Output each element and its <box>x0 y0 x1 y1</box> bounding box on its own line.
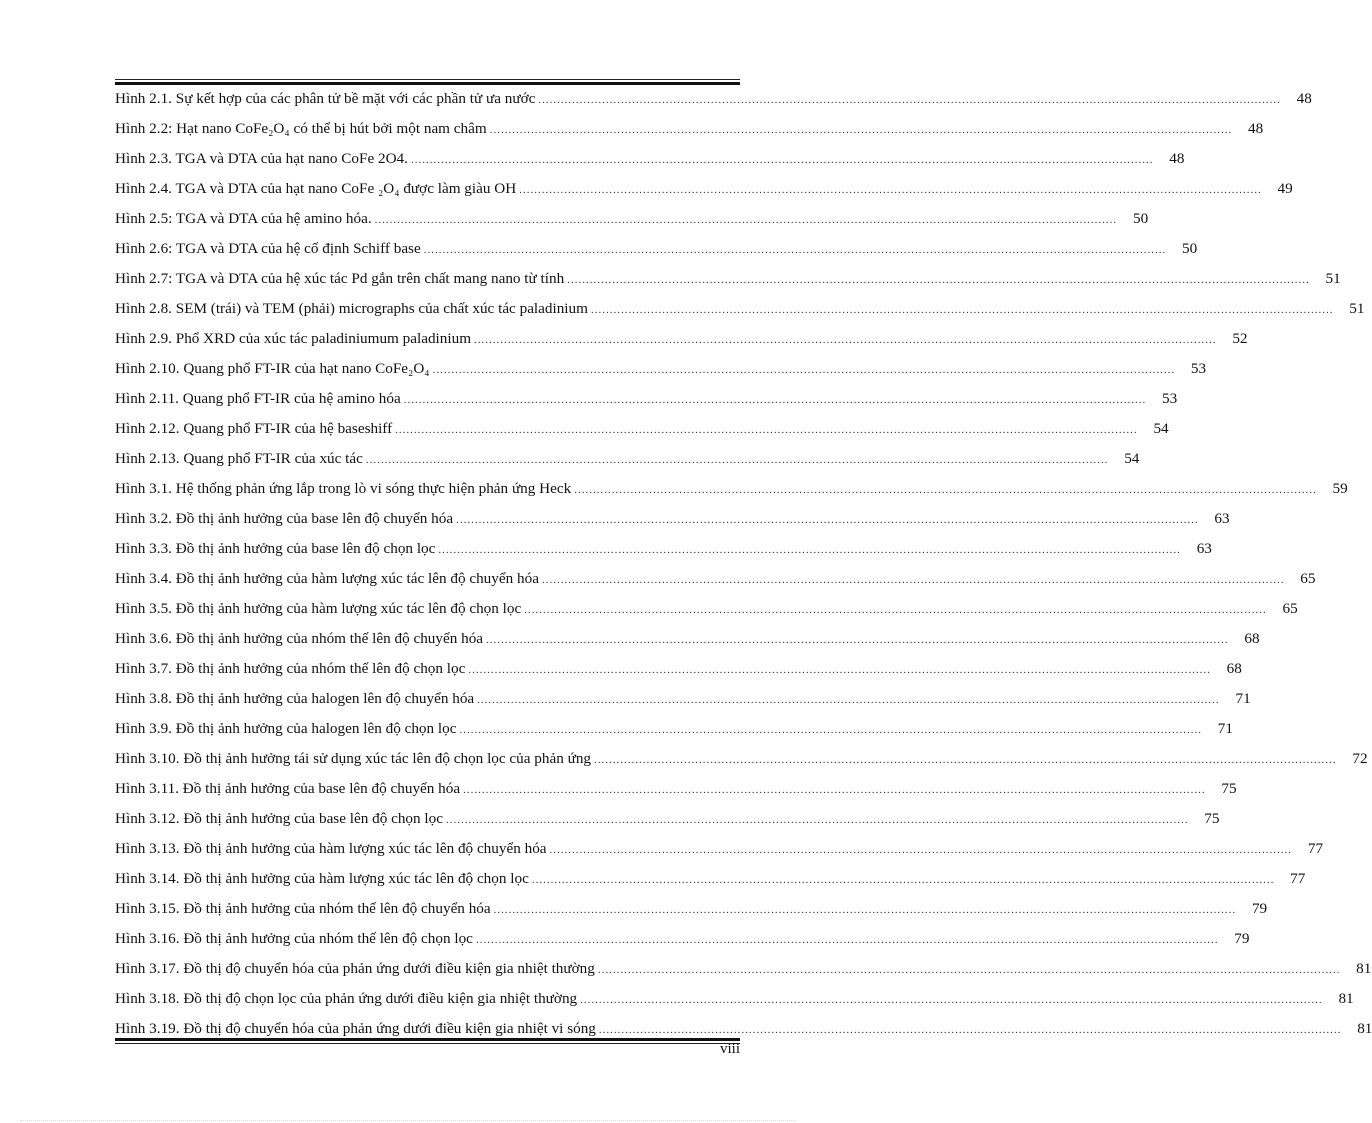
toc-entry[interactable] <box>115 654 1242 684</box>
toc-entry[interactable] <box>115 414 1169 444</box>
dot-leader <box>486 625 1229 655</box>
toc-entry[interactable] <box>115 804 1220 834</box>
dot-leader <box>456 505 1199 535</box>
toc-entry-label: Hình 3.3. Đồ thị ảnh hưởng của base lên độ chọn lọc <box>115 540 436 557</box>
toc-entry-page: 51 <box>1349 300 1365 317</box>
toc-entry[interactable] <box>115 684 1251 714</box>
dot-leader <box>477 685 1220 715</box>
toc-entry[interactable] <box>115 534 1212 564</box>
dot-leader <box>574 475 1317 505</box>
toc-entry[interactable] <box>115 774 1237 804</box>
toc-entry-page: 71 <box>1217 720 1233 737</box>
toc-entry-page: 52 <box>1232 330 1248 347</box>
toc-entry[interactable] <box>115 174 1293 204</box>
toc-entry-label: Hình 2.6: TGA và DTA của hệ cố định Schiff base <box>115 240 421 257</box>
toc-entry-label: Hình 3.19. Đồ thị độ chuyển hóa của phản ứng dưới điều kiện gia nhiệt vi sóng <box>115 1020 596 1037</box>
toc-entry-label: Hình 3.6. Đồ thị ảnh hưởng của nhóm thế lên độ chuyển hóa <box>115 630 484 647</box>
toc-entry-page: 79 <box>1251 900 1268 917</box>
toc-entry-page: 48 <box>1248 120 1264 137</box>
toc-entry[interactable] <box>115 324 1248 354</box>
toc-entry[interactable] <box>115 624 1260 654</box>
dot-leader <box>538 85 1281 115</box>
toc-entry-page: 65 <box>1300 570 1316 587</box>
toc-entry-label: Hình 2.2: Hạt nano CoFe₂O₄ có thể bị hút bởi một nam châm <box>115 120 487 137</box>
toc-entry[interactable] <box>115 144 1185 174</box>
toc-entry[interactable] <box>115 294 1365 324</box>
toc-entry[interactable] <box>115 444 1140 474</box>
toc-entry-label: Hình 3.18. Đồ thị độ chọn lọc của phản ứng dưới điều kiện gia nhiệt thường <box>115 990 578 1007</box>
toc-entry-page: 53 <box>1162 390 1178 407</box>
dot-leader <box>438 535 1181 565</box>
toc-entry[interactable] <box>115 384 1178 414</box>
toc-entry-page: 63 <box>1196 540 1212 557</box>
toc-entry-label: Hình 2.4. TGA và DTA của hạt nano CoFe ₂O₄ được làm giàu OH <box>115 180 517 197</box>
dot-leader <box>411 145 1154 175</box>
toc-entry-label: Hình 3.16. Đồ thị ảnh hưởng của nhóm thế lên độ chọn lọc <box>115 930 473 947</box>
toc-entry[interactable] <box>115 834 1324 864</box>
dot-leader <box>404 385 1147 415</box>
dot-leader <box>532 865 1275 895</box>
dot-leader <box>375 205 1118 235</box>
dot-leader <box>395 415 1138 445</box>
toc-entry[interactable] <box>115 114 1264 144</box>
dot-leader <box>524 595 1267 625</box>
list-of-figures <box>115 84 1372 1044</box>
toc-entry[interactable] <box>115 924 1250 954</box>
toc-entry[interactable] <box>115 474 1348 504</box>
toc-entry[interactable] <box>115 984 1354 1014</box>
toc-entry-page: 48 <box>1169 150 1185 167</box>
toc-entry-page: 81 <box>1357 1020 1372 1037</box>
toc-entry-page: 54 <box>1124 450 1140 467</box>
toc-entry-label: Hình 3.2. Đồ thị ảnh hưởng của base lên độ chuyển hóa <box>115 510 454 527</box>
toc-entry-page: 50 <box>1132 210 1149 227</box>
toc-entry-page: 54 <box>1153 420 1169 437</box>
toc-entry[interactable] <box>115 714 1233 744</box>
toc-entry-label: Hình 3.5. Đồ thị ảnh hưởng của hàm lượng xúc tác lên độ chọn lọc <box>115 600 522 617</box>
toc-entry-page: 59 <box>1332 480 1348 497</box>
toc-entry-label: Hình 2.7: TGA và DTA của hệ xúc tác Pd gắn trên chất mang nano từ tính <box>115 270 565 287</box>
toc-entry[interactable] <box>115 354 1207 384</box>
toc-entry-label: Hình 2.9. Phổ XRD của xúc tác paladiniumum paladinium <box>115 330 472 347</box>
dot-leader <box>468 655 1211 685</box>
toc-entry-label: Hình 2.5: TGA và DTA của hệ amino hóa. <box>115 210 372 227</box>
toc-entry-label: Hình 2.13. Quang phổ FT-IR của xúc tác <box>115 450 363 467</box>
toc-entry-label: Hình 2.10. Quang phổ FT-IR của hạt nano CoFe₂O₄ <box>115 360 430 377</box>
toc-entry-page: 65 <box>1282 600 1298 617</box>
toc-entry-label: Hình 2.12. Quang phổ FT-IR của hệ baseshiff <box>115 420 393 437</box>
toc-entry-page: 81 <box>1356 960 1372 977</box>
dot-leader <box>474 325 1217 355</box>
toc-entry-page: 71 <box>1235 690 1251 707</box>
toc-entry-page: 68 <box>1244 630 1260 647</box>
toc-entry[interactable] <box>115 234 1198 264</box>
toc-entry-label: Hình 3.9. Đồ thị ảnh hưởng của halogen lên độ chọn lọc <box>115 720 457 737</box>
toc-entry-label: Hình 3.7. Đồ thị ảnh hưởng của nhóm thế lên độ chọn lọc <box>115 660 466 677</box>
toc-entry[interactable] <box>115 504 1230 534</box>
dot-leader <box>490 115 1233 145</box>
toc-entry-label: Hình 3.14. Đồ thị ảnh hưởng của hàm lượng xúc tác lên độ chọn lọc <box>115 870 529 887</box>
bottom-rule <box>115 1038 740 1044</box>
dot-leader <box>494 895 1237 925</box>
toc-entry-page: 49 <box>1277 180 1293 197</box>
page-number: viii <box>719 1041 740 1057</box>
toc-entry-page: 77 <box>1307 840 1324 857</box>
toc-entry-page: 77 <box>1290 870 1306 887</box>
toc-entry-page: 68 <box>1226 660 1242 677</box>
toc-entry-page: 51 <box>1325 270 1341 287</box>
toc-entry-label: Hình 2.8. SEM (trái) và TEM (phải) micrographs của chất xúc tác paladinium <box>115 300 588 317</box>
toc-entry-label: Hình 3.8. Đồ thị ảnh hưởng của halogen lên độ chuyển hóa <box>115 690 475 707</box>
toc-entry[interactable] <box>115 594 1298 624</box>
toc-entry[interactable] <box>115 264 1341 294</box>
dot-leader <box>542 565 1285 595</box>
toc-entry-label: Hình 3.13. Đồ thị ảnh hưởng của hàm lượng xúc tác lên độ chuyển hóa <box>115 840 547 857</box>
toc-entry[interactable] <box>115 744 1368 774</box>
toc-entry[interactable] <box>115 204 1149 234</box>
toc-entry-label: Hình 2.1. Sự kết hợp của các phân tử bề mặt với các phần tử ưa nước <box>115 90 536 107</box>
toc-entry-label: Hình 3.17. Đồ thị độ chuyển hóa của phản ứng dưới điều kiện gia nhiệt thường <box>115 960 595 977</box>
toc-entry[interactable] <box>115 894 1268 924</box>
toc-entry-label: Hình 3.15. Đồ thị ảnh hưởng của nhóm thế lên độ chuyển hóa <box>115 900 491 917</box>
toc-entry-label: Hình 3.10. Đồ thị ảnh hưởng tái sử dụng xúc tác lên độ chọn lọc của phản ứng <box>115 750 592 767</box>
dot-leader <box>591 295 1334 325</box>
toc-entry-page: 81 <box>1338 990 1354 1007</box>
toc-entry[interactable] <box>115 564 1316 594</box>
dot-leader <box>519 175 1262 205</box>
toc-entry[interactable] <box>115 84 1312 114</box>
dot-leader <box>459 715 1202 745</box>
dot-leader <box>550 835 1293 865</box>
dot-leader <box>476 925 1219 955</box>
toc-entry-label: Hình 2.3. TGA và DTA của hạt nano CoFe 2O4. <box>115 150 408 167</box>
dot-leader <box>446 805 1189 835</box>
toc-entry-label: Hình 3.12. Đồ thị ảnh hưởng của base lên độ chọn lọc <box>115 810 443 827</box>
toc-entry-page: 79 <box>1234 930 1250 947</box>
toc-entry-page: 48 <box>1296 90 1312 107</box>
toc-entry-label: Hình 3.1. Hệ thống phản ứng lắp trong lò vi sóng thực hiện phản ứng Heck <box>115 480 572 497</box>
dot-leader <box>598 955 1341 985</box>
dot-leader <box>567 265 1310 295</box>
toc-entry[interactable] <box>115 864 1306 894</box>
toc-entry-page: 63 <box>1214 510 1230 527</box>
dot-leader <box>463 775 1206 805</box>
toc-entry-label: Hình 3.4. Đồ thị ảnh hưởng của hàm lượng xúc tác lên độ chuyển hóa <box>115 570 539 587</box>
toc-entry-page: 72 <box>1352 750 1368 767</box>
dot-leader <box>424 235 1167 265</box>
toc-entry-page: 75 <box>1204 810 1220 827</box>
toc-entry-page: 75 <box>1221 780 1237 797</box>
toc-entry[interactable] <box>115 954 1372 984</box>
page-edge-divider <box>20 1120 796 1121</box>
toc-entry-page: 50 <box>1182 240 1198 257</box>
toc-entry-label: Hình 2.11. Quang phổ FT-IR của hệ amino hóa <box>115 390 401 407</box>
dot-leader <box>594 745 1337 775</box>
dot-leader <box>580 985 1323 1015</box>
dot-leader <box>433 355 1176 385</box>
dot-leader <box>366 445 1109 475</box>
toc-entry-page: 53 <box>1190 360 1207 377</box>
toc-entry-label: Hình 3.11. Đồ thị ảnh hưởng của base lên độ chuyển hóa <box>115 780 461 797</box>
